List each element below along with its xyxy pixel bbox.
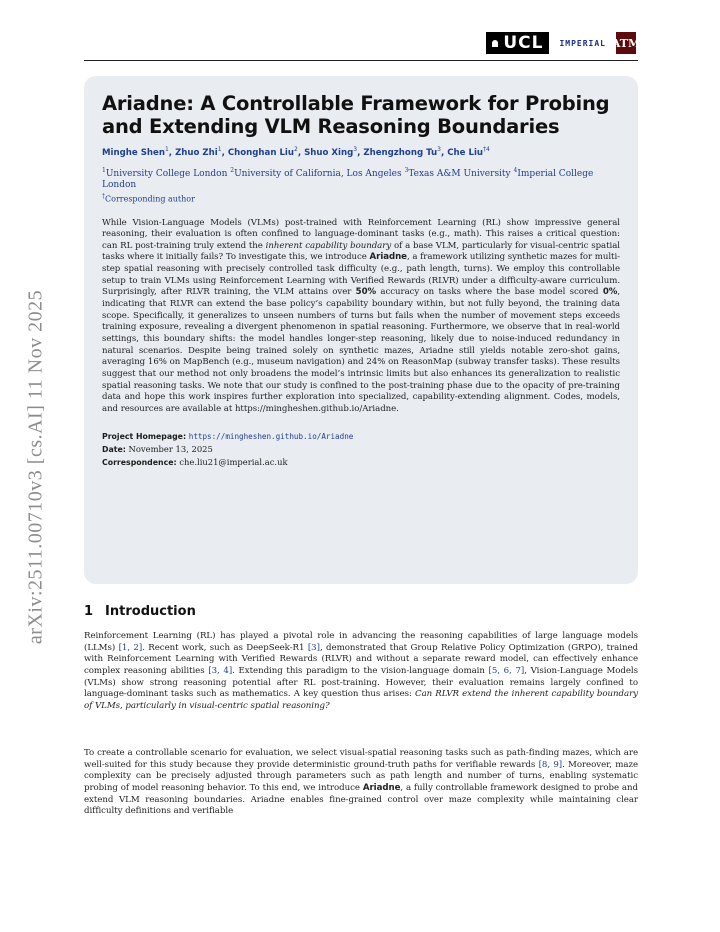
author-name: Shuo Xing	[304, 147, 354, 158]
affiliation: Imperial College London	[102, 168, 594, 191]
citation-link[interactable]: [8, 9]	[538, 759, 563, 770]
section-title-text: Introduction	[105, 604, 196, 619]
abstract-text-part: , a framework utilizing synthetic mazes for multi-step spatial reasoning with precisely controlled task difficulty (e.g., path length, turns). We employ this controllable setup to train VLMs using Reinforcement Learning with Verified Rewards (RLVR) under a difficulty-aware curriculum. Surprisingly, after RLVR training, the VLM attains over	[102, 252, 620, 298]
abstract-paragraph	[102, 218, 620, 416]
arxiv-stamp: arXiv:2511.00710v3 [cs.AI] 11 Nov 2025	[24, 289, 47, 645]
citation-link[interactable]: [5, 6, 7]	[488, 665, 525, 676]
author-affiliation-mark: 3	[437, 146, 441, 153]
body-text: . Recent work, such as DeepSeek-R1	[142, 642, 308, 653]
dagger-mark: †	[102, 192, 105, 200]
affiliation-number: 3	[404, 166, 409, 174]
author-list: Minghe Shen$^1$, Zhuo Zhi$^1$, Chonghan Liu$^2$, Shuo Xing$^3$, Zhengzhong Tu$^3$, Che Liu$^{\dagger 4}$	[102, 146, 490, 158]
paper-title: Ariadne: A Controllable Framework for Probing and Extending VLM Reasoning Boundaries	[102, 92, 610, 138]
affiliation: University College London	[105, 168, 228, 179]
paper-meta	[102, 430, 620, 469]
author-name: Zhengzhong Tu	[363, 147, 438, 158]
section-number: 1	[84, 604, 94, 619]
correspondence-row	[102, 456, 620, 469]
correspondence-label: Correspondence:	[102, 457, 177, 467]
framework-name: Ariadne	[362, 782, 401, 793]
citation-link[interactable]: [3]	[307, 642, 320, 653]
header-rule	[84, 60, 638, 61]
abstract-text-part: , indicating that RLVR can extend the base policy’s capability boundary within, but not fully beyond, the training data scope. Specifically, it generalizes to unseen numbers of turns but fails when the number of movement steps exceeds training exposure, revealing a divergent phenomenon in spatial reasoning. Furthermore, we observe that in real-world settings, this boundary shifts: the model handles longer-step reasoning, likely due to noise-induced redundancy in natural scenarios. Despite being trained solely on synthetic mazes, Ariadne still yields notable zero-shot gains, averaging 16% on MapBench (e.g., museum navigation) and 24% on ReasonMap (subway transfer tasks). These results suggest that our method not only broadens the model’s intrinsic limits but also enhances its generalization to realistic spatial reasoning tasks. We note that our study is confined to the post-training phase due to the opacity of pre-training data and hope this work inspires further exploration into specialized, capability-extending alignment. Codes, models, and resources are available at https://mingheshen.github.io/Ariadne.	[102, 287, 620, 415]
body-text: , a fully controllable framework designed to probe and extend VLM reasoning boundaries. Ariadne enables fine-grained control over maze complexity while maintaining clear difficulty definitions and verifiable	[84, 782, 638, 817]
homepage-row	[102, 430, 620, 443]
date-value: November 13, 2025	[128, 443, 213, 454]
result-highlight: 50%	[355, 287, 377, 298]
corresponding-text: Corresponding author	[105, 194, 195, 204]
citation-link[interactable]: [3, 4]	[208, 665, 233, 676]
abstract-text-part: of a base VLM, particularly for visual-centric spatial tasks where it initially fails? To investigate this, we introduce	[102, 240, 620, 263]
affiliation: University of California, Los Angeles	[234, 168, 402, 179]
header-logos	[486, 32, 641, 54]
abstract-text-part: accuracy on tasks where the base model scored	[376, 287, 603, 298]
author-affiliation-mark: 3	[353, 146, 358, 153]
ucl-logo-text: UCL	[503, 33, 544, 53]
body-text: Reinforcement Learning (RL) has played a pivotal role in advancing the reasoning capabilities of large language models (LLMs)	[84, 631, 638, 653]
date-label: Date:	[102, 444, 126, 454]
body-text: , demonstrated that Group Relative Policy Optimization (GRPO), trained with Reinforcement Learning with Verified Rewards (RLVR) and without a separate reward model, can effectively enhance complex reasoning abilities	[84, 642, 638, 676]
intro-paragraph-2	[84, 748, 638, 818]
affiliation-number: 2	[230, 166, 235, 174]
ucl-logo	[486, 32, 549, 54]
author-affiliation-mark: 1	[164, 146, 169, 153]
imperial-logo: IMPERIAL	[559, 38, 606, 48]
tamu-logo: ATM	[616, 32, 636, 54]
affiliation-number: 4	[513, 166, 518, 174]
author-name: Chonghan Liu	[227, 147, 294, 158]
section-heading	[84, 604, 196, 619]
abstract-text-part: While Vision-Language Models (VLMs) post-trained with Reinforcement Learning (RL) show impressive general reasoning, their evaluation is often confined to language-dominant tasks (e.g., math). This raises a critical question: can RL post-training truly extend the	[102, 217, 620, 251]
research-question: Can RLVR extend the inherent capability boundary of VLMs, particularly in visual-centric spatial reasoning?	[84, 689, 639, 711]
framework-name: Ariadne	[369, 252, 407, 263]
affiliation: Texas A&M University	[408, 168, 511, 179]
body-text: . Moreover, maze complexity can be precisely adjusted through parameters such as path length and number of turns, enabling systematic probing of model reasoning behavior. To this end, we introduce	[84, 759, 638, 793]
author-affiliation-mark: 2	[294, 146, 298, 153]
affiliation-number: 1	[102, 166, 106, 174]
abstract-box	[84, 76, 638, 584]
body-text: , Vision-Language Models (VLMs) show strong reasoning potential after RL post-training. However, their evaluation remains largely confined to language-dominant tasks such as mathematics. A key question thus arises:	[84, 665, 638, 700]
date-row	[102, 443, 620, 456]
homepage-label: Project Homepage:	[102, 431, 187, 441]
author-affiliation-mark: †4	[483, 146, 490, 153]
result-highlight: 0%	[602, 287, 618, 298]
author-name: Zhuo Zhi	[175, 147, 218, 158]
homepage-link[interactable]: https://mingheshen.github.io/Ariadne	[188, 431, 354, 441]
correspondence-email[interactable]: che.liu21@imperial.ac.uk	[179, 456, 288, 467]
corresponding-note	[102, 193, 620, 204]
intro-paragraph-1	[84, 631, 638, 713]
body-text: . Extending this paradigm to the vision-language domain	[232, 665, 489, 676]
author-affiliation-mark: 1	[217, 146, 222, 153]
abstract-emphasis: inherent capability boundary	[265, 240, 392, 251]
body-text: To create a controllable scenario for evaluation, we select visual-spatial reasoning tasks such as path-finding mazes, which are well-suited for this study because they provide deterministic ground-truth paths for verifiable rewards	[84, 748, 638, 770]
affiliations	[102, 165, 620, 192]
author-name: Che Liu	[447, 147, 484, 158]
citation-link[interactable]: [1, 2]	[118, 642, 143, 653]
author-name: Minghe Shen	[102, 147, 165, 158]
ucl-dome-icon	[492, 40, 498, 47]
